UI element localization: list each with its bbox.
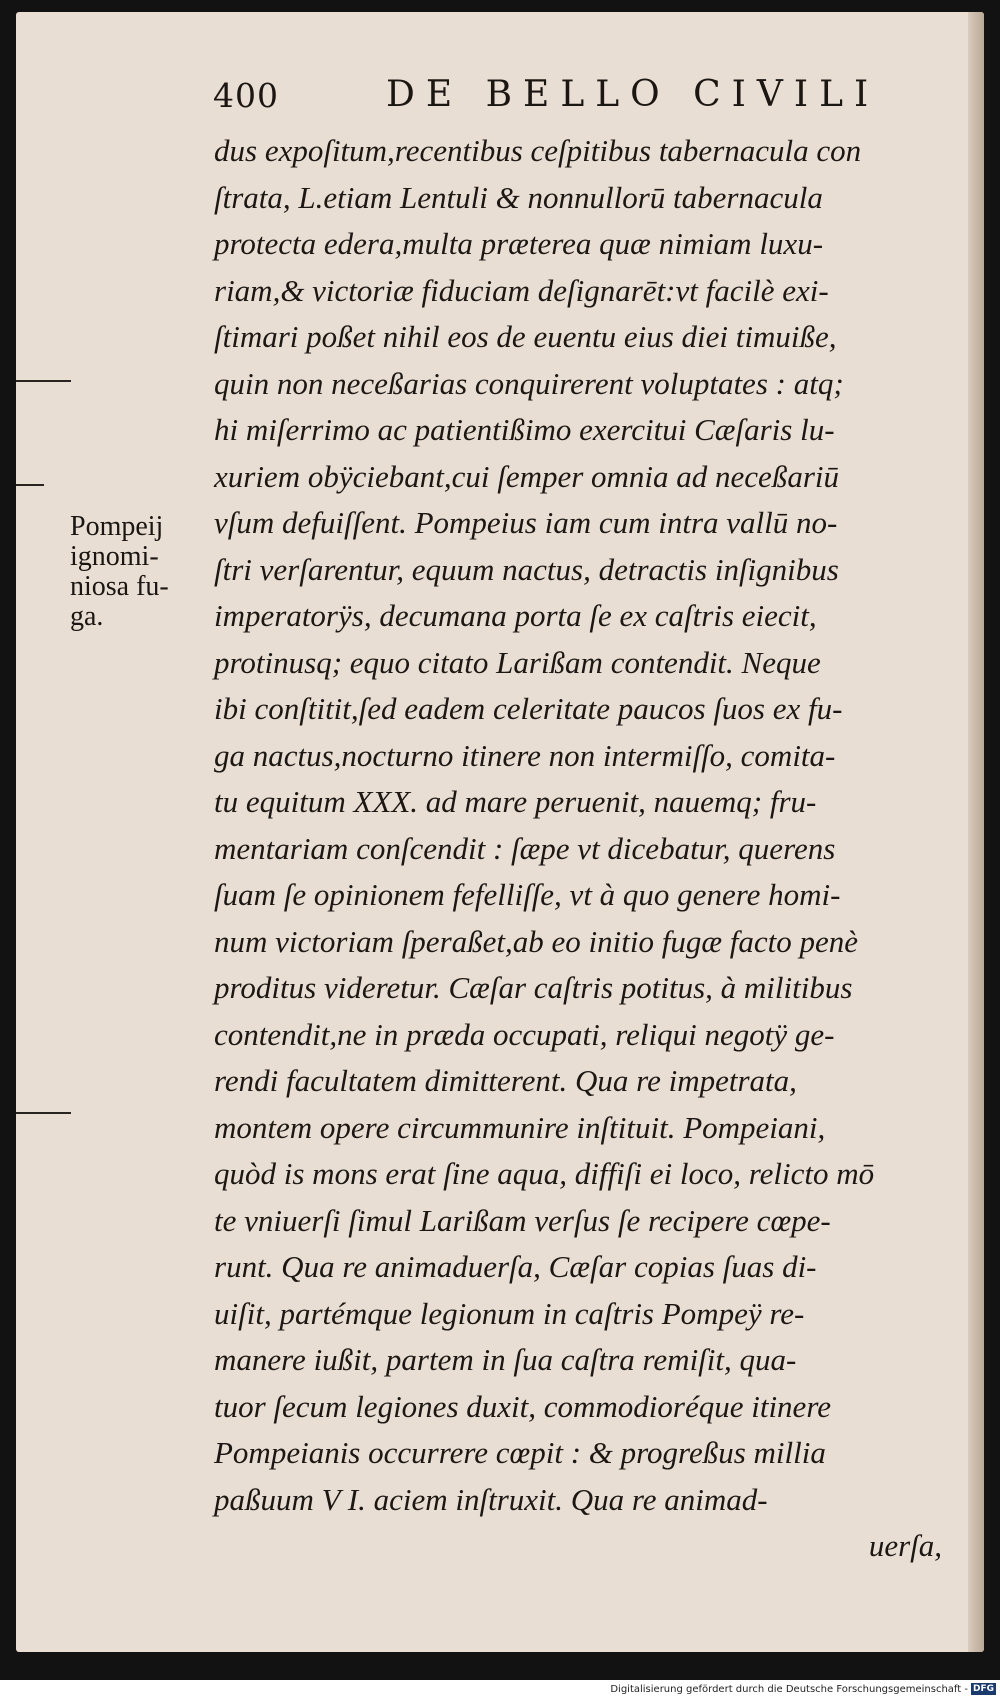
text-line: proditus videretur. Cæſar caſtris potitus, à militibus xyxy=(214,970,853,1005)
margin-rule xyxy=(16,1112,71,1114)
text-line: rendi facultatem dimitterent. Qua re impetrata, xyxy=(214,1063,797,1098)
text-line: xuriem obÿciebant,cui ſemper omnia ad neceßariū xyxy=(214,458,839,494)
body-text xyxy=(214,128,954,1570)
text-line: ſtrata, L.etiam Lentuli & nonnullorū tabernacula xyxy=(214,179,823,215)
catchword: uerſa, xyxy=(868,1528,942,1563)
text-line: riam,& victoriæ fiduciam deſignarēt:vt facilè exi- xyxy=(214,272,829,308)
text-line: te vniuerſi ſimul Larißam verſus ſe recipere cœpe- xyxy=(214,1202,831,1238)
text-line: num victoriam ſperaßet,ab eo initio fugæ facto penè xyxy=(214,923,859,959)
text-line: Pompeianis occurrere cœpit : & progreßus millia xyxy=(214,1435,826,1470)
text-line: contendit,ne in præda occupati, reliqui negotÿ ge- xyxy=(214,1016,835,1052)
text-line: ſtri verſarentur, equum nactus, detractis inſignibus xyxy=(214,551,839,587)
text-line: ibi conſtitit,ſed eadem celeritate paucos ſuos ex fu- xyxy=(214,691,843,726)
text-line: vſum defuiſſent. Pompeius iam cum intra vallū no- xyxy=(214,505,838,540)
text-line: ſtimari poßet nihil eos de euentu eius diei timuiße, xyxy=(214,319,837,354)
text-line: quin non neceßarias conquirerent voluptates : atq; xyxy=(214,365,844,401)
margin-rule xyxy=(16,484,44,486)
credit-text: Digitalisierung gefördert durch die Deutsche Forschungsgemeinschaft - xyxy=(610,1683,968,1695)
margin-note-line: Pompeij xyxy=(70,511,164,542)
text-line: ſuam ſe opinionem fefelliſſe, vt à quo genere homi- xyxy=(214,877,841,912)
text-line: tu equitum XXX. ad mare peruenit, nauemq; fru- xyxy=(214,784,817,819)
text-line: dus expoſitum,recentibus ceſpitibus tabernacula con xyxy=(214,133,862,168)
text-line: ga nactus,nocturno itinere non intermiſſo, comita- xyxy=(214,737,836,773)
text-line: montem opere circummunire inſtituit. Pompeiani, xyxy=(214,1109,826,1145)
running-title: DE BELLO CIVILI xyxy=(386,74,880,115)
margin-note-line: niosa fu- xyxy=(70,571,169,602)
text-line: runt. Qua re animaduerſa, Cæſar copias ſuas di- xyxy=(214,1249,817,1284)
page-number: 400 xyxy=(213,76,279,115)
dfg-logo: DFG xyxy=(972,1684,994,1694)
text-line: paßuum V I. aciem inſtruxit. Qua re animad- xyxy=(214,1481,768,1517)
margin-note-line: ignomi- xyxy=(70,541,159,572)
text-line: tuor ſecum legiones duxit, commodioréque itinere xyxy=(214,1388,831,1424)
text-line: protinusq; equo citato Larißam contendit. Neque xyxy=(214,644,821,680)
text-line: manere iußit, partem in ſua caſtra remiſit, qua- xyxy=(214,1342,797,1377)
text-line: mentariam conſcendit : ſæpe vt dicebatur, querens xyxy=(214,830,836,866)
margin-note-line: ga. xyxy=(70,601,104,632)
page-edge xyxy=(968,12,984,1652)
text-line: imperatorÿs, decumana porta ſe ex caſtris eiecit, xyxy=(214,598,817,633)
text-line: protecta edera,multa præterea quæ nimiam luxu- xyxy=(214,226,824,261)
text-line: quòd is mons erat ſine aqua, diffiſi ei loco, relicto mō xyxy=(214,1156,875,1191)
text-line: uiſit, partémque legionum in caſtris Pompeÿ re- xyxy=(214,1295,805,1331)
text-line: hi miſerrimo ac patientißimo exercitui Cæſaris lu- xyxy=(214,412,835,447)
margin-note xyxy=(70,512,220,632)
margin-rule xyxy=(16,380,71,382)
digitization-credit xyxy=(610,1683,996,1695)
book-page xyxy=(16,12,984,1652)
